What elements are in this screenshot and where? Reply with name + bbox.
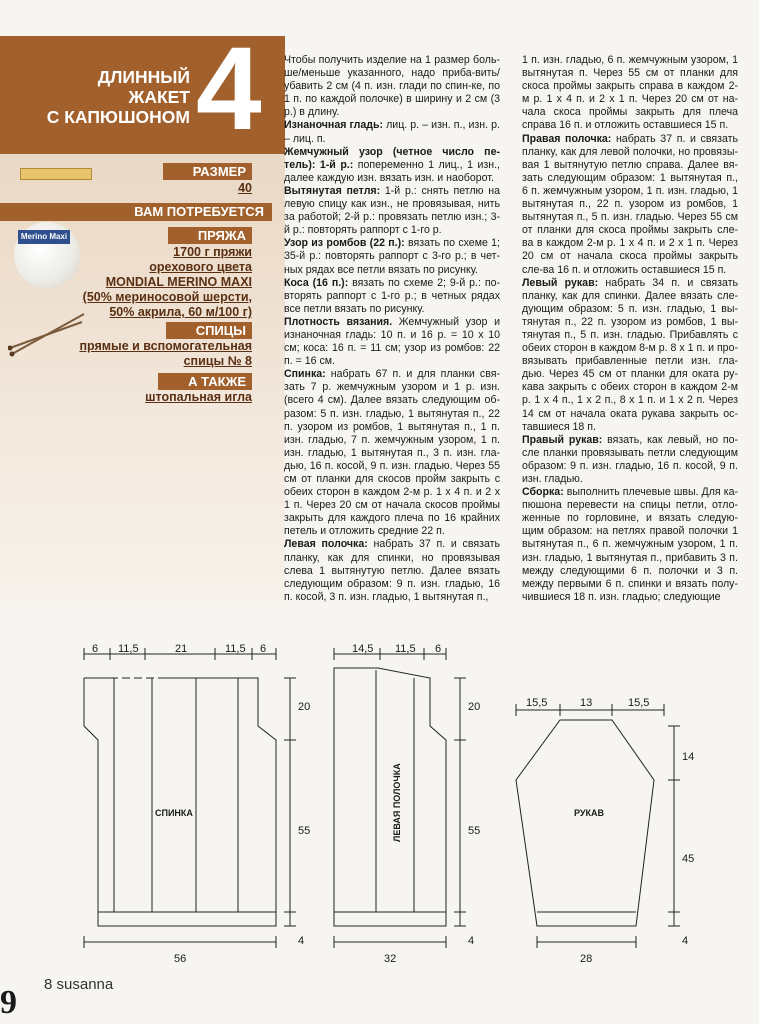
dim-label: 20 xyxy=(468,701,481,713)
also-value: штопальная игла xyxy=(145,390,252,404)
yarn-line: 1700 г пряжи xyxy=(173,245,252,259)
paragraph: Левый рукав: набрать 34 п. и связать планку, как для спинки. Далее вязать сле-дующим образом: 5 п. изн. гладью, 1 вы-тянутая п., 22 п. узором из ромбов, 1 вы-тянутая п., 5 п. изн. гладью. Прибавлять с обеих сторон в каждом 8-м р. 8 х 1 п. и про-вязывать прибавленные петли изн. гла-дью. Через 45 см от планки для оката ру-кава закрыть с обеих сторон в каждом 2-м р. 1 х 4 п., 1 х 2 п., 8 х 1 п. и 1 х 2 п. Через 14 см от начала оката рукава закрыть ос-тавшиеся 18 п. xyxy=(522,276,738,433)
instructions-column-2 xyxy=(522,54,738,604)
title-line-2: ЖАКЕТ xyxy=(128,87,190,107)
needles-line: прямые и вспомогательная xyxy=(79,339,252,353)
yarn-brand-label: Merino Maxi xyxy=(18,230,70,244)
measuring-tape-icon xyxy=(20,168,92,180)
dim-label: 11,5 xyxy=(395,643,416,655)
dim-label: 15,5 xyxy=(526,697,548,709)
dim-label: 4 xyxy=(468,935,475,947)
back-label: СПИНКА xyxy=(155,808,193,818)
dim-label: 6 xyxy=(435,643,442,655)
dim-label: 28 xyxy=(580,953,593,965)
needles-details xyxy=(30,339,252,369)
paragraph: Правый рукав: вязать, как левый, но по-сле планки провязывать петли следующим образом: 9 п. изн. гладью, 16 п. косой, 9 п. изн. гладью. xyxy=(522,433,739,485)
dim-label: 4 xyxy=(682,935,689,947)
yarn-header: ПРЯЖА xyxy=(168,227,252,244)
paragraph: Вытянутая петля: 1-й р.: снять петлю на левую спицу как изн., не провязывая, нить за работой; 2-й р.: провязать петлю изн.; 3-й р.: повторять раппорт с 1-го р. xyxy=(284,184,500,237)
dim-label: 14 xyxy=(682,751,695,763)
yarn-line: 50% акрила, 60 м/100 г) xyxy=(109,305,252,319)
sleeve-label: РУКАВ xyxy=(574,808,604,818)
dim-label: 15,5 xyxy=(628,697,650,709)
needles-line: спицы № 8 xyxy=(183,354,252,368)
yarn-line: орехового цвета xyxy=(149,260,252,274)
paragraph: Плотность вязания. Жемчужный узор и изнаночная гладь: 10 п. и 16 р. = 10 x 10 см; коса: 16 п. = 11 см; узор из ромбов: 22 п. = 16 см. xyxy=(284,315,500,368)
magazine-name: susanna xyxy=(56,976,114,993)
page-number: 9 xyxy=(0,984,17,1021)
needles-header: СПИЦЫ xyxy=(166,322,252,339)
paragraph: Левая полочка: набрать 37 п. и связать планку, как для спинки, но провязывая слева 1 вытянутую петлю. Далее вязать следующим образом: 9 п. изн. гладью, 16 п. косой, 3 п. изн. гладью, 1 вытянутая п., xyxy=(284,538,500,603)
dim-label: 55 xyxy=(298,825,311,837)
also-header: А ТАКЖЕ xyxy=(158,373,252,390)
footer-magazine xyxy=(44,976,113,993)
paragraph: Сборка: выполнить плечевые швы. Для ка-пюшона перевести на спицы петли, отло-женные по горловине, и вязать следую-щим образом: на петлях правой полочки 1 вытянутая п., 6 п. жемчужным узором, 1 п. изн. гладью, 1 вытянутая п., прибавить 3 п. между следующими 6 п. полочки и 3 п. между первыми 6 п. спинки и вязать полу-чившиеся 18 п. изн. гладью; следующие xyxy=(522,486,738,603)
needs-header: ВАМ ПОТРЕБУЕТСЯ xyxy=(0,203,272,221)
dim-label: 4 xyxy=(298,935,305,947)
dim-label: 55 xyxy=(468,825,481,837)
dim-label: 11,5 xyxy=(225,643,246,655)
size-value: 40 xyxy=(238,181,252,195)
dim-label: 20 xyxy=(298,701,311,713)
yarn-line: (50% мериносовой шерсти, xyxy=(82,290,252,304)
paragraph: Чтобы получить изделие на 1 размер боль-ше/меньше указанного, надо приба-вить/убавить 2 см (4 п. изн. глади по спин-ке, по 1 п. по каждой полочке) в ширину и 2 см (3 р.) в длину. xyxy=(284,54,500,119)
footer-page-prefix: 8 xyxy=(44,976,53,993)
dim-label: 45 xyxy=(682,853,695,865)
dim-label: 6 xyxy=(92,643,99,655)
dim-label: 56 xyxy=(174,953,187,965)
front-label: ЛЕВАЯ ПОЛОЧКА xyxy=(392,763,402,842)
paragraph: 1 п. изн. гладью, 6 п. жемчужным узором, 1 вытянутая п. Через 55 см от планки для скоса проймы закрыть справа в каждом 2-м р. 1 х 4 п. и 2 х 1 п. Через 20 см от на-чала скоса проймы закрыть для плеча справа 16 п. и отложить оставшиеся 15 п. xyxy=(522,54,738,132)
dim-label: 13 xyxy=(580,697,593,709)
dim-label: 11,5 xyxy=(118,643,139,655)
title-line-3: С КАПЮШОНОМ xyxy=(46,107,190,127)
paragraph: Правая полочка: набрать 37 п. и связать планку, как для левой полочки, но провязы-вая 1 вытянутую петлю справа. Далее вя-зать следующим образом: 1 вытянутая п., 6 п. жемчужным узором, 1 п. изн. гладью, 1 вытянутая п., 22 п. узором из ромбов, 1 вытянутая п., 5 п. изн. гладью. Через 55 см от планки для скоса проймы закрыть сле-ва в каждом 2-м р. 1 х 4 п. и 2 х 1 п. Через 20 см от начала скоса проймы закрыть сле-ва 16 п. и отложить оставшиеся 15 п. xyxy=(522,132,738,276)
dim-label: 6 xyxy=(260,643,267,655)
dim-label: 21 xyxy=(175,643,188,655)
paragraph: Коса (16 п.): вязать по схеме 2; 9-й р.: по-вторять раппорт с 1-го р.; в четных рядах все петли вязать по рисунку. xyxy=(284,276,500,315)
paragraph: Узор из ромбов (22 п.): вязать по схеме 1; 35-й р.: повторять раппорт с 3-го р.; в чет-ных рядах все петли вязать по рисунку. xyxy=(284,237,500,276)
yarn-line: MONDIAL MERINO MAXI xyxy=(105,275,252,289)
paragraph: Изнаночная гладь: лиц. р. – изн. п., изн. р. – лиц. п. xyxy=(284,119,500,145)
size-header: РАЗМЕР xyxy=(163,163,252,180)
paragraph: Спинка: набрать 67 п. и для планки свя-зать 7 р. жемчужным узором и 1 р. изн. (всего 4 см). Далее вязать следующим об-разом: 5 п. изн. гладью, 1 вытянутая п., 22 п. узором из ромбов, 1 вытянутая п., 1 п. изн. гладью, 7 п. жемчужным узором, 1 п. изн. гладью, 1 вытянутая п., 3 п. изн. гла-дью, 16 п. косой, 9 п. изн. гладью. Через 55 см от планки для скосов пройм закрыть с обеих сторон в каждом 2-м р. 1 х 4 п. и 2 х 1 п. Через 20 см от начала скосов проймы закрыть для каждого плеча по 16 крайних петель и отложить средние 22 п. xyxy=(284,368,500,538)
pattern-number: 4 xyxy=(196,23,262,155)
title-line-1: ДЛИННЫЙ xyxy=(97,67,190,87)
front-outline xyxy=(334,668,446,926)
instructions-column-1 xyxy=(284,54,500,604)
paragraph: Жемчужный узор (четное число пе-тель): 1-й р.: попеременно 1 лиц., 1 изн., далее каждую изн. вязать изн. и наоборот. xyxy=(284,145,500,184)
pattern-title xyxy=(30,67,190,127)
dim-label: 32 xyxy=(384,953,397,965)
back-outline xyxy=(84,678,276,926)
sleeve-outline xyxy=(516,720,654,926)
schematics xyxy=(0,630,759,975)
dim-label: 14,5 xyxy=(352,643,374,655)
